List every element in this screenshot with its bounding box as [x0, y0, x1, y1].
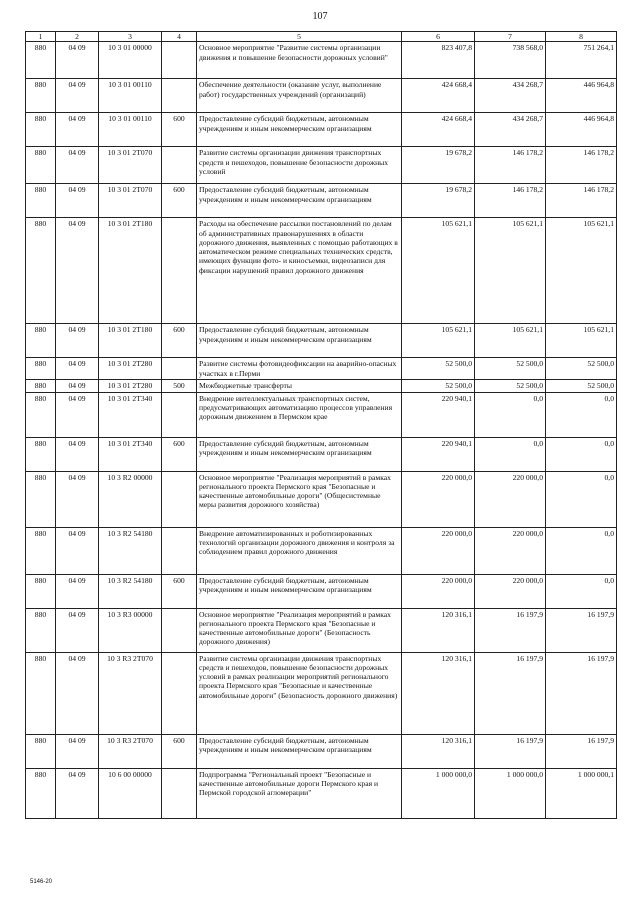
expense-type-cell: 600	[162, 184, 197, 218]
amount-year3-cell: 146 178,2	[546, 184, 617, 218]
target-article-cell: 10 3 01 00000	[99, 42, 162, 79]
amount-year2-cell: 16 197,9	[475, 608, 546, 652]
description-cell: Основное мероприятие "Развитие системы организации движения и повышение безопасности дорожных условий"	[197, 42, 402, 79]
amount-year3-cell: 0,0	[546, 437, 617, 471]
column-number-row	[26, 32, 617, 42]
expense-type-cell: 600	[162, 574, 197, 608]
target-article-cell: 10 3 R2 00000	[99, 471, 162, 527]
description-cell: Предоставление субсидий бюджетным, автономным учреждениям и иным некоммерческим организациям	[197, 184, 402, 218]
section-code-cell: 04 09	[56, 734, 99, 768]
admin-code-cell: 880	[26, 218, 56, 324]
amount-year2-cell: 16 197,9	[475, 734, 546, 768]
amount-year1-cell: 220 940,1	[402, 392, 475, 437]
amount-year1-cell: 220 000,0	[402, 471, 475, 527]
target-article-cell: 10 3 01 2Т070	[99, 184, 162, 218]
description-cell: Предоставление субсидий бюджетным, автономным учреждениям и иным некоммерческим организациям	[197, 574, 402, 608]
amount-year1-cell: 105 621,1	[402, 324, 475, 358]
amount-year2-cell: 434 268,7	[475, 113, 546, 147]
table-row	[26, 768, 617, 818]
amount-year1-cell: 120 316,1	[402, 652, 475, 734]
expense-type-cell	[162, 471, 197, 527]
section-code-cell: 04 09	[56, 608, 99, 652]
table-row	[26, 574, 617, 608]
amount-year1-cell: 220 000,0	[402, 574, 475, 608]
amount-year3-cell: 751 264,1	[546, 42, 617, 79]
target-article-cell: 10 3 01 2Т180	[99, 218, 162, 324]
section-code-cell: 04 09	[56, 147, 99, 184]
target-article-cell: 10 6 00 00000	[99, 768, 162, 818]
admin-code-cell: 880	[26, 184, 56, 218]
target-article-cell: 10 3 R2 54180	[99, 574, 162, 608]
admin-code-cell: 880	[26, 147, 56, 184]
section-code-cell: 04 09	[56, 324, 99, 358]
section-code-cell: 04 09	[56, 184, 99, 218]
expense-type-cell: 600	[162, 734, 197, 768]
amount-year3-cell: 16 197,9	[546, 608, 617, 652]
column-header: 4	[162, 32, 197, 42]
amount-year3-cell: 0,0	[546, 574, 617, 608]
budget-table-body	[26, 42, 617, 818]
target-article-cell: 10 3 01 00110	[99, 79, 162, 113]
description-cell: Предоставление субсидий бюджетным, автономным учреждениям и иным некоммерческим организациям	[197, 437, 402, 471]
amount-year2-cell: 220 000,0	[475, 574, 546, 608]
target-article-cell: 10 3 R2 54180	[99, 527, 162, 574]
target-article-cell: 10 3 01 2Т340	[99, 437, 162, 471]
description-cell: Внедрение автоматизированных и роботизированных технологий организации дорожного движения и контроля за соблюдением правил дорожного движения	[197, 527, 402, 574]
amount-year3-cell: 0,0	[546, 392, 617, 437]
admin-code-cell: 880	[26, 437, 56, 471]
amount-year1-cell: 19 678,2	[402, 147, 475, 184]
table-row	[26, 218, 617, 324]
description-cell: Развитие системы организации движения транспортных средств и пешеходов, повышение безопасности дорожных условий	[197, 147, 402, 184]
amount-year2-cell: 105 621,1	[475, 324, 546, 358]
amount-year2-cell: 1 000 000,0	[475, 768, 546, 818]
column-header: 5	[197, 32, 402, 42]
amount-year1-cell: 52 500,0	[402, 358, 475, 380]
section-code-cell: 04 09	[56, 471, 99, 527]
expense-type-cell	[162, 218, 197, 324]
description-cell: Обеспечение деятельности (оказание услуг, выполнение работ) государственных учреждений (организаций)	[197, 79, 402, 113]
column-header: 3	[99, 32, 162, 42]
expense-type-cell	[162, 392, 197, 437]
description-cell: Межбюджетные трансферты	[197, 380, 402, 392]
target-article-cell: 10 3 R3 2Т070	[99, 734, 162, 768]
column-header: 1	[26, 32, 56, 42]
table-row	[26, 113, 617, 147]
amount-year3-cell: 146 178,2	[546, 147, 617, 184]
amount-year3-cell: 52 500,0	[546, 358, 617, 380]
amount-year2-cell: 105 621,1	[475, 218, 546, 324]
description-cell: Подпрограмма "Региональный проект "Безопасные и качественные автомобильные дороги Пермского края и Пермской городской агломерации"	[197, 768, 402, 818]
amount-year3-cell: 446 964,8	[546, 113, 617, 147]
target-article-cell: 10 3 R3 2Т070	[99, 652, 162, 734]
amount-year2-cell: 220 000,0	[475, 471, 546, 527]
expense-type-cell	[162, 768, 197, 818]
table-row	[26, 437, 617, 471]
expense-type-cell	[162, 147, 197, 184]
amount-year3-cell: 16 197,9	[546, 734, 617, 768]
amount-year3-cell: 105 621,1	[546, 324, 617, 358]
expense-type-cell: 600	[162, 113, 197, 147]
amount-year1-cell: 105 621,1	[402, 218, 475, 324]
target-article-cell: 10 3 01 2Т070	[99, 147, 162, 184]
description-cell: Основное мероприятие "Реализация мероприятий в рамках регионального проекта Пермского края "Безопасные и качественные автомобильные дороги" (Общесистемные меры развития дорожного хозяйства)	[197, 471, 402, 527]
amount-year2-cell: 0,0	[475, 437, 546, 471]
admin-code-cell: 880	[26, 324, 56, 358]
table-row	[26, 324, 617, 358]
amount-year3-cell: 105 621,1	[546, 218, 617, 324]
table-row	[26, 734, 617, 768]
section-code-cell: 04 09	[56, 113, 99, 147]
admin-code-cell: 880	[26, 574, 56, 608]
amount-year2-cell: 220 000,0	[475, 527, 546, 574]
table-row	[26, 527, 617, 574]
amount-year1-cell: 823 407,8	[402, 42, 475, 79]
amount-year3-cell: 1 000 000,1	[546, 768, 617, 818]
table-row	[26, 79, 617, 113]
target-article-cell: 10 3 01 2Т340	[99, 392, 162, 437]
expense-type-cell	[162, 42, 197, 79]
target-article-cell: 10 3 01 2Т180	[99, 324, 162, 358]
table-row	[26, 652, 617, 734]
section-code-cell: 04 09	[56, 42, 99, 79]
expense-type-cell	[162, 652, 197, 734]
table-row	[26, 471, 617, 527]
column-header: 6	[402, 32, 475, 42]
admin-code-cell: 880	[26, 527, 56, 574]
admin-code-cell: 880	[26, 768, 56, 818]
column-header: 2	[56, 32, 99, 42]
table-row	[26, 147, 617, 184]
admin-code-cell: 880	[26, 380, 56, 392]
section-code-cell: 04 09	[56, 392, 99, 437]
admin-code-cell: 880	[26, 113, 56, 147]
amount-year2-cell: 738 568,0	[475, 42, 546, 79]
admin-code-cell: 880	[26, 734, 56, 768]
amount-year3-cell: 446 964,8	[546, 79, 617, 113]
table-row	[26, 380, 617, 392]
description-cell: Развитие системы фотовидеофиксации на аварийно-опасных участках в г.Перми	[197, 358, 402, 380]
table-row	[26, 184, 617, 218]
column-header: 8	[546, 32, 617, 42]
amount-year1-cell: 19 678,2	[402, 184, 475, 218]
description-cell: Основное мероприятие "Реализация мероприятий в рамках регионального проекта Пермского края "Безопасные и качественные автомобильные дороги" (Безопасность дорожного движения)	[197, 608, 402, 652]
amount-year1-cell: 220 000,0	[402, 527, 475, 574]
amount-year1-cell: 424 668,4	[402, 113, 475, 147]
expense-type-cell: 500	[162, 380, 197, 392]
amount-year3-cell: 52 500,0	[546, 380, 617, 392]
table-row	[26, 608, 617, 652]
description-cell: Внедрение интеллектуальных транспортных систем, предусматривающих автоматизацию процессов управления дорожным движением в Пермском крае	[197, 392, 402, 437]
admin-code-cell: 880	[26, 392, 56, 437]
expense-type-cell	[162, 358, 197, 380]
expense-type-cell	[162, 608, 197, 652]
amount-year1-cell: 52 500,0	[402, 380, 475, 392]
section-code-cell: 04 09	[56, 358, 99, 380]
target-article-cell: 10 3 01 2Т280	[99, 380, 162, 392]
amount-year2-cell: 146 178,2	[475, 147, 546, 184]
admin-code-cell: 880	[26, 608, 56, 652]
amount-year2-cell: 0,0	[475, 392, 546, 437]
expense-type-cell	[162, 527, 197, 574]
amount-year1-cell: 1 000 000,0	[402, 768, 475, 818]
amount-year2-cell: 52 500,0	[475, 380, 546, 392]
amount-year3-cell: 0,0	[546, 527, 617, 574]
description-cell: Предоставление субсидий бюджетным, автономным учреждениям и иным некоммерческим организациям	[197, 113, 402, 147]
amount-year2-cell: 146 178,2	[475, 184, 546, 218]
section-code-cell: 04 09	[56, 79, 99, 113]
amount-year3-cell: 16 197,9	[546, 652, 617, 734]
description-cell: Предоставление субсидий бюджетным, автономным учреждениям и иным некоммерческим организациям	[197, 734, 402, 768]
description-cell: Расходы на обеспечение рассылки постановлений по делам об административных правонарушениях в области дорожного движения, выявленных с помощью работающих в автоматическом режиме специальных технических средств, имеющих функции фото- и киносъемки, видеозаписи для фиксации нарушений правил дорожного движения	[197, 218, 402, 324]
section-code-cell: 04 09	[56, 768, 99, 818]
target-article-cell: 10 3 01 2Т280	[99, 358, 162, 380]
section-code-cell: 04 09	[56, 380, 99, 392]
admin-code-cell: 880	[26, 358, 56, 380]
description-cell: Развитие системы организации движения транспортных средств и пешеходов, повышение безопасности дорожных условий в рамках реализации мероприятий регионального проекта Пермского края "Безопасные и качественные автомобильные дороги" (Безопасность дорожного движения)	[197, 652, 402, 734]
target-article-cell: 10 3 01 00110	[99, 113, 162, 147]
amount-year1-cell: 424 668,4	[402, 79, 475, 113]
admin-code-cell: 880	[26, 652, 56, 734]
admin-code-cell: 880	[26, 471, 56, 527]
table-row	[26, 392, 617, 437]
amount-year1-cell: 120 316,1	[402, 608, 475, 652]
section-code-cell: 04 09	[56, 574, 99, 608]
amount-year3-cell: 0,0	[546, 471, 617, 527]
amount-year2-cell: 434 268,7	[475, 79, 546, 113]
admin-code-cell: 880	[26, 79, 56, 113]
section-code-cell: 04 09	[56, 527, 99, 574]
admin-code-cell: 880	[26, 42, 56, 79]
amount-year2-cell: 16 197,9	[475, 652, 546, 734]
section-code-cell: 04 09	[56, 437, 99, 471]
amount-year1-cell: 220 940,1	[402, 437, 475, 471]
expense-type-cell: 600	[162, 437, 197, 471]
expense-type-cell: 600	[162, 324, 197, 358]
table-row	[26, 358, 617, 380]
section-code-cell: 04 09	[56, 218, 99, 324]
section-code-cell: 04 09	[56, 652, 99, 734]
table-row	[26, 42, 617, 79]
column-header: 7	[475, 32, 546, 42]
page-number: 107	[312, 11, 328, 22]
description-cell: Предоставление субсидий бюджетным, автономным учреждениям и иным некоммерческим организациям	[197, 324, 402, 358]
amount-year1-cell: 120 316,1	[402, 734, 475, 768]
expense-type-cell	[162, 79, 197, 113]
footer-code: 5146-20	[30, 879, 53, 885]
target-article-cell: 10 3 R3 00000	[99, 608, 162, 652]
budget-table	[25, 31, 617, 819]
amount-year2-cell: 52 500,0	[475, 358, 546, 380]
